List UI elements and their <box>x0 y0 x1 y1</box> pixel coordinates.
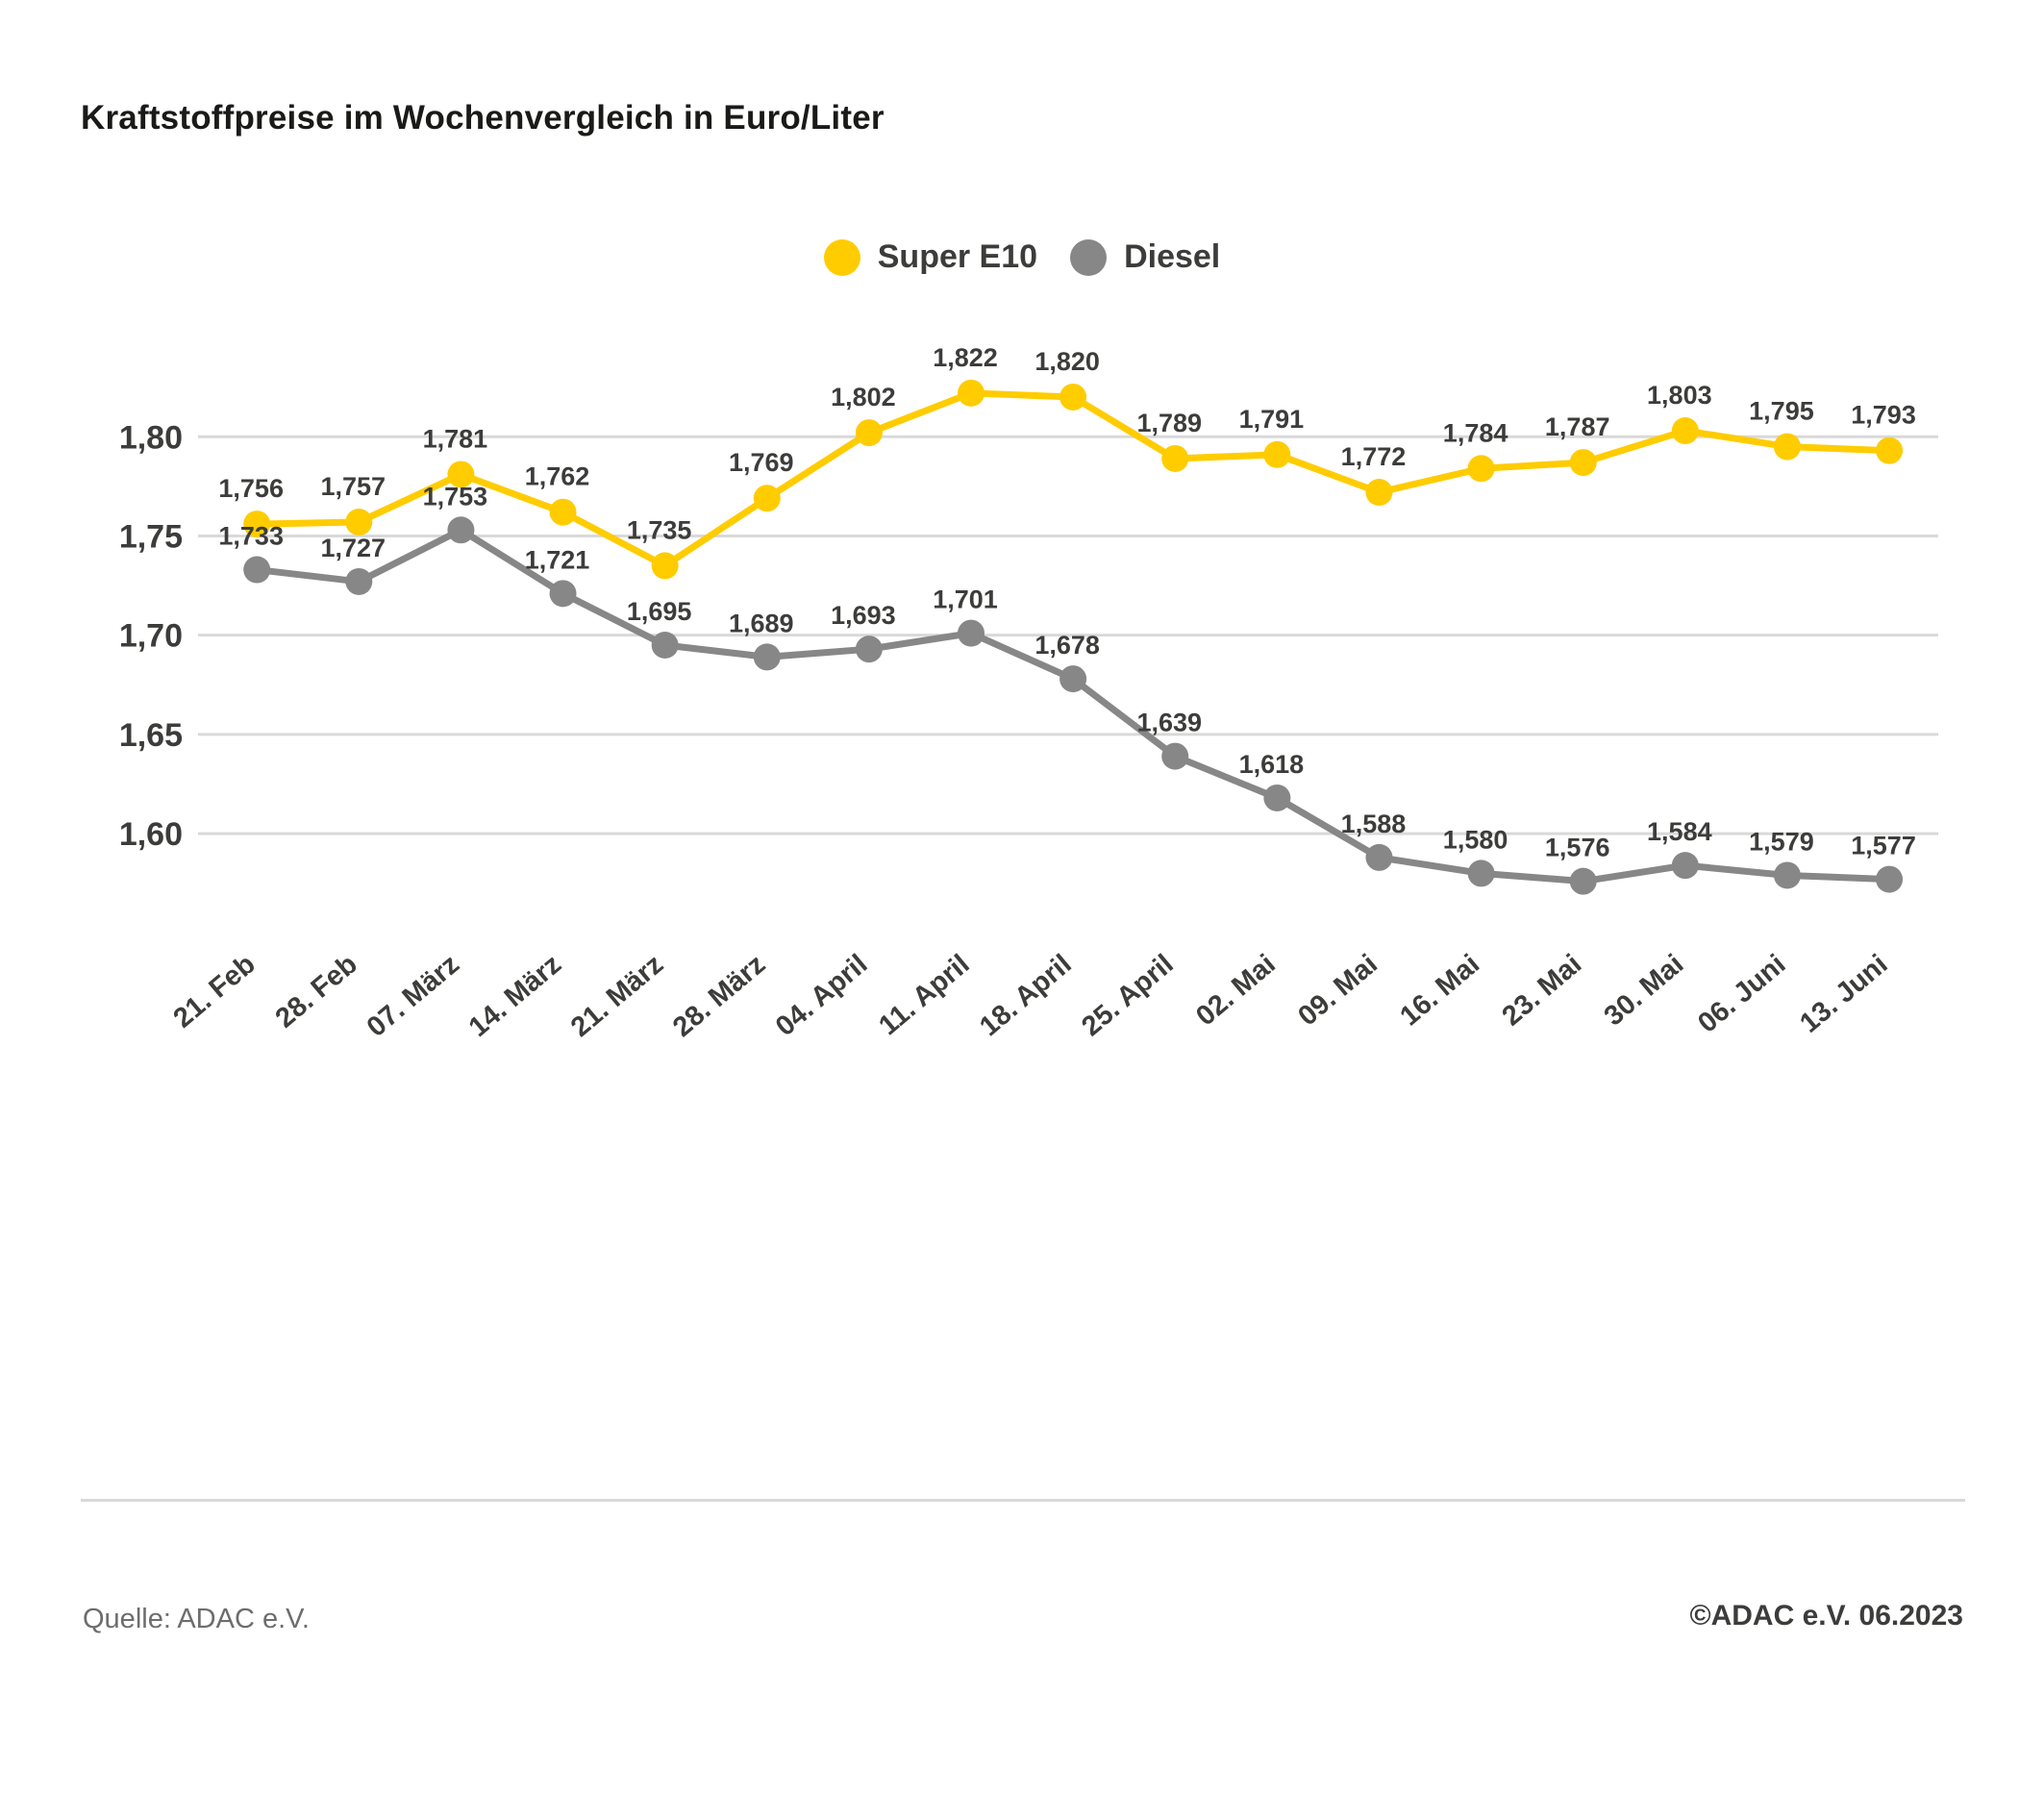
data-point <box>550 499 577 526</box>
data-label: 1,588 <box>1340 809 1407 838</box>
data-label: 1,757 <box>320 472 386 502</box>
x-axis-tick-label: 18. April <box>974 948 1078 1043</box>
data-point <box>345 568 372 595</box>
x-axis-tick-label: 11. April <box>873 948 976 1042</box>
data-point <box>1876 437 1903 464</box>
data-point <box>754 643 781 670</box>
data-point <box>1468 860 1495 886</box>
x-axis-tick <box>667 949 771 1043</box>
data-label: 1,802 <box>831 383 896 412</box>
data-point <box>856 635 883 662</box>
x-axis-tick <box>1794 949 1893 1039</box>
x-axis-tick-label: 28. März <box>667 948 772 1043</box>
data-label: 1,580 <box>1442 825 1508 855</box>
y-axis-tick-label: 1,75 <box>118 518 183 556</box>
x-axis-tick <box>873 949 975 1041</box>
data-label: 1,781 <box>422 424 488 454</box>
data-point <box>958 620 985 647</box>
data-label: 1,678 <box>1034 631 1100 660</box>
series-line-diesel <box>257 530 1889 881</box>
y-axis-tick-label: 1,70 <box>118 617 183 655</box>
x-axis-tick <box>1497 949 1588 1033</box>
data-label: 1,789 <box>1136 408 1203 437</box>
data-point <box>1468 455 1495 482</box>
data-label: 1,639 <box>1136 708 1203 737</box>
data-label: 1,791 <box>1238 404 1305 434</box>
legend-dot-diesel <box>1070 239 1107 276</box>
data-label: 1,576 <box>1544 833 1610 862</box>
x-axis-tick <box>974 949 1077 1042</box>
chart-legend <box>0 238 2044 276</box>
data-point <box>1672 417 1699 444</box>
x-axis-tick <box>1692 949 1791 1039</box>
data-point <box>1774 861 1801 888</box>
page-title: Kraftstoffpreise im Wochenvergleich in Euro/Liter <box>81 99 885 137</box>
legend-item-super-e10 <box>824 238 1037 276</box>
data-point <box>1161 445 1188 472</box>
data-point <box>652 552 679 579</box>
data-label: 1,784 <box>1442 418 1508 448</box>
x-axis-tick <box>1599 949 1690 1033</box>
chart-canvas <box>81 317 1965 1211</box>
data-point <box>1059 665 1086 692</box>
series-line-super-e10 <box>257 393 1889 566</box>
data-point <box>1059 384 1086 411</box>
data-label: 1,577 <box>1851 831 1916 860</box>
data-label: 1,772 <box>1340 442 1407 472</box>
data-point <box>652 632 679 659</box>
data-point <box>1365 479 1392 506</box>
x-axis-tick-label: 02. Mai <box>1190 948 1282 1033</box>
x-axis-tick <box>270 949 363 1034</box>
y-axis-tick-label: 1,65 <box>118 716 183 754</box>
copyright-note: ©ADAC e.V. 06.2023 <box>1689 1600 1963 1632</box>
data-point <box>1876 866 1903 893</box>
data-label: 1,803 <box>1647 381 1712 411</box>
legend-item-diesel <box>1070 238 1220 276</box>
data-label: 1,733 <box>218 521 284 551</box>
data-label: 1,795 <box>1749 396 1814 426</box>
x-axis-tick-label: 21. März <box>564 948 670 1043</box>
x-axis-tick-label: 06. Juni <box>1692 948 1792 1039</box>
legend-dot-super-e10 <box>824 239 860 276</box>
data-label: 1,727 <box>320 533 386 562</box>
data-label: 1,769 <box>728 448 794 478</box>
data-point <box>1263 441 1290 468</box>
x-axis-tick-label: 25. April <box>1076 948 1180 1043</box>
data-point <box>1774 434 1801 461</box>
data-point <box>447 516 474 543</box>
x-axis-tick-label: 14. März <box>462 948 568 1043</box>
line-chart <box>81 317 1965 1211</box>
source-note: Quelle: ADAC e.V. <box>83 1604 310 1634</box>
data-point <box>550 580 577 607</box>
x-axis-tick-label: 09. Mai <box>1292 948 1383 1033</box>
data-point <box>1570 449 1597 476</box>
data-point <box>345 509 372 536</box>
data-label: 1,753 <box>422 482 488 511</box>
data-point <box>856 419 883 446</box>
data-point <box>958 380 985 407</box>
data-point <box>1365 844 1392 871</box>
y-axis-tick-label: 1,60 <box>118 816 183 854</box>
x-axis-tick <box>770 949 873 1042</box>
x-axis-tick-label: 04. April <box>769 948 874 1043</box>
data-label: 1,701 <box>933 585 998 614</box>
data-label: 1,735 <box>626 515 692 545</box>
x-axis-tick-label: 23. Mai <box>1496 948 1588 1033</box>
data-label: 1,787 <box>1544 412 1610 442</box>
x-axis-tick <box>1292 949 1383 1033</box>
data-label: 1,762 <box>524 461 590 491</box>
data-point <box>1570 868 1597 895</box>
x-axis-tick <box>1190 949 1282 1033</box>
x-axis-tick-label: 28. Feb <box>269 948 363 1034</box>
y-axis-tick-label: 1,80 <box>118 419 183 457</box>
x-axis-tick-label: 16. Mai <box>1394 948 1486 1033</box>
data-point <box>754 485 781 511</box>
data-label: 1,793 <box>1851 400 1916 430</box>
legend-label-diesel: Diesel <box>1124 238 1221 275</box>
x-axis-tick <box>565 949 669 1043</box>
data-label: 1,618 <box>1238 749 1305 779</box>
legend-label-super-e10: Super E10 <box>877 238 1038 275</box>
x-axis-tick-label: 13. Juni <box>1794 948 1894 1039</box>
data-point <box>1161 743 1188 770</box>
x-axis-tick-label: 30. Mai <box>1598 948 1690 1033</box>
data-point <box>1672 852 1699 879</box>
data-label: 1,695 <box>626 597 692 626</box>
data-label: 1,721 <box>524 545 590 575</box>
footer-divider <box>81 1499 1965 1502</box>
x-axis-tick-label: 07. März <box>361 948 465 1043</box>
data-label: 1,756 <box>218 474 284 504</box>
x-axis-tick <box>1076 949 1179 1042</box>
x-axis-tick <box>1394 949 1485 1033</box>
x-axis-tick <box>361 949 465 1043</box>
data-label: 1,820 <box>1034 346 1100 376</box>
data-point <box>1263 785 1290 811</box>
data-label: 1,579 <box>1749 827 1814 857</box>
data-label: 1,689 <box>728 609 794 638</box>
x-axis-tick <box>168 949 262 1034</box>
data-label: 1,693 <box>831 601 896 631</box>
data-label: 1,584 <box>1647 817 1712 847</box>
x-axis-tick-label: 21. Feb <box>167 948 262 1034</box>
data-point <box>243 557 270 584</box>
data-label: 1,822 <box>933 342 998 372</box>
x-axis-tick <box>463 949 567 1043</box>
